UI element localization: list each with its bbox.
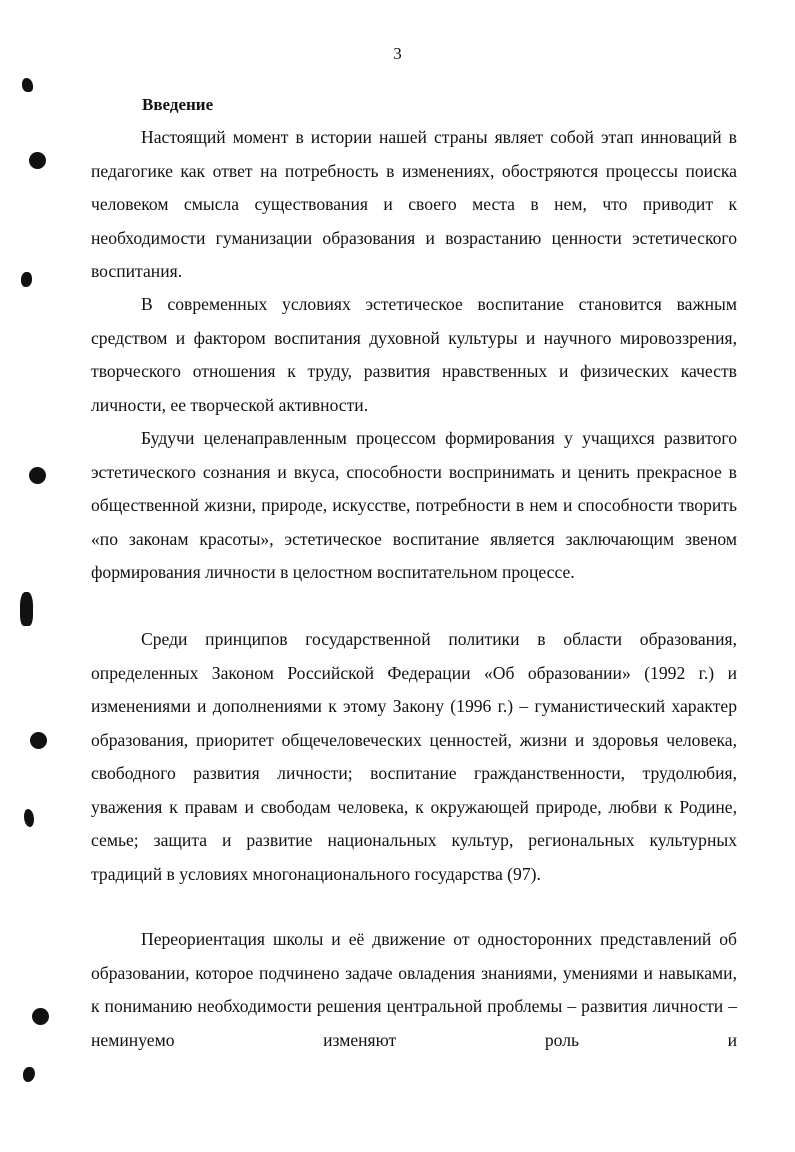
- scan-mark: [20, 592, 33, 626]
- paragraph-3: Будучи целенаправленным процессом формирования у учащихся развитого эстетического сознания и вкуса, способности воспринимать и ценить прекрасное в общественной жизни, природе, искусстве, потребности в нем и способности творить «по законам красоты», эстетическое воспитание является заключающим звеном формирования личности в целостном воспитательном процессе.: [91, 428, 737, 582]
- scan-mark: [22, 78, 33, 92]
- binding-hole: [30, 732, 47, 749]
- page-number: 3: [393, 44, 402, 63]
- section-heading: Введение: [142, 95, 214, 114]
- paragraph-1: Настоящий момент в истории нашей страны являет собой этап инноваций в педагогике как ответ на потребность в изменениях, обостряются процессы поиска человеком смысла существования и своего места в нем, что приводит к необходимости гуманизации образования и возрастанию ценности эстетического воспитания.: [91, 127, 737, 281]
- scan-mark: [24, 809, 34, 827]
- paragraph-2: В современных условиях эстетическое воспитание становится важным средством и фактором воспитания духовной культуры и научного мировоззрения, творческого отношения к труду, развития нравственных и физических качеств личности, ее творческой активности.: [91, 294, 737, 415]
- paragraph-5: Переориентация школы и её движение от односторонних представлений об образовании, которое подчинено задаче овладения знаниями, умениями и навыками, к пониманию необходимости решения центральной проблемы – развития личности – неминуемо изменяют роль и: [91, 929, 737, 1050]
- paragraph-4: Среди принципов государственной политики в области образования, определенных Законом Российской Федерации «Об образовании» (1992 г.) и изменениями и дополнениями к этому Закону (1996 г.) – гуманистический характер образования, приоритет общечеловеческих ценностей, жизни и здоровья человека, свободного развития личности; воспитание гражданственности, трудолюбия, уважения к правам и свободам человека, к окружающей природе, любви к Родине, семье; защита и развитие национальных культур, региональных культурных традиций в условиях многонационального государства (97).: [91, 629, 737, 884]
- scan-mark: [23, 1067, 35, 1082]
- binding-hole: [32, 1008, 49, 1025]
- binding-hole: [29, 152, 46, 169]
- scan-mark: [21, 272, 32, 287]
- binding-hole: [29, 467, 46, 484]
